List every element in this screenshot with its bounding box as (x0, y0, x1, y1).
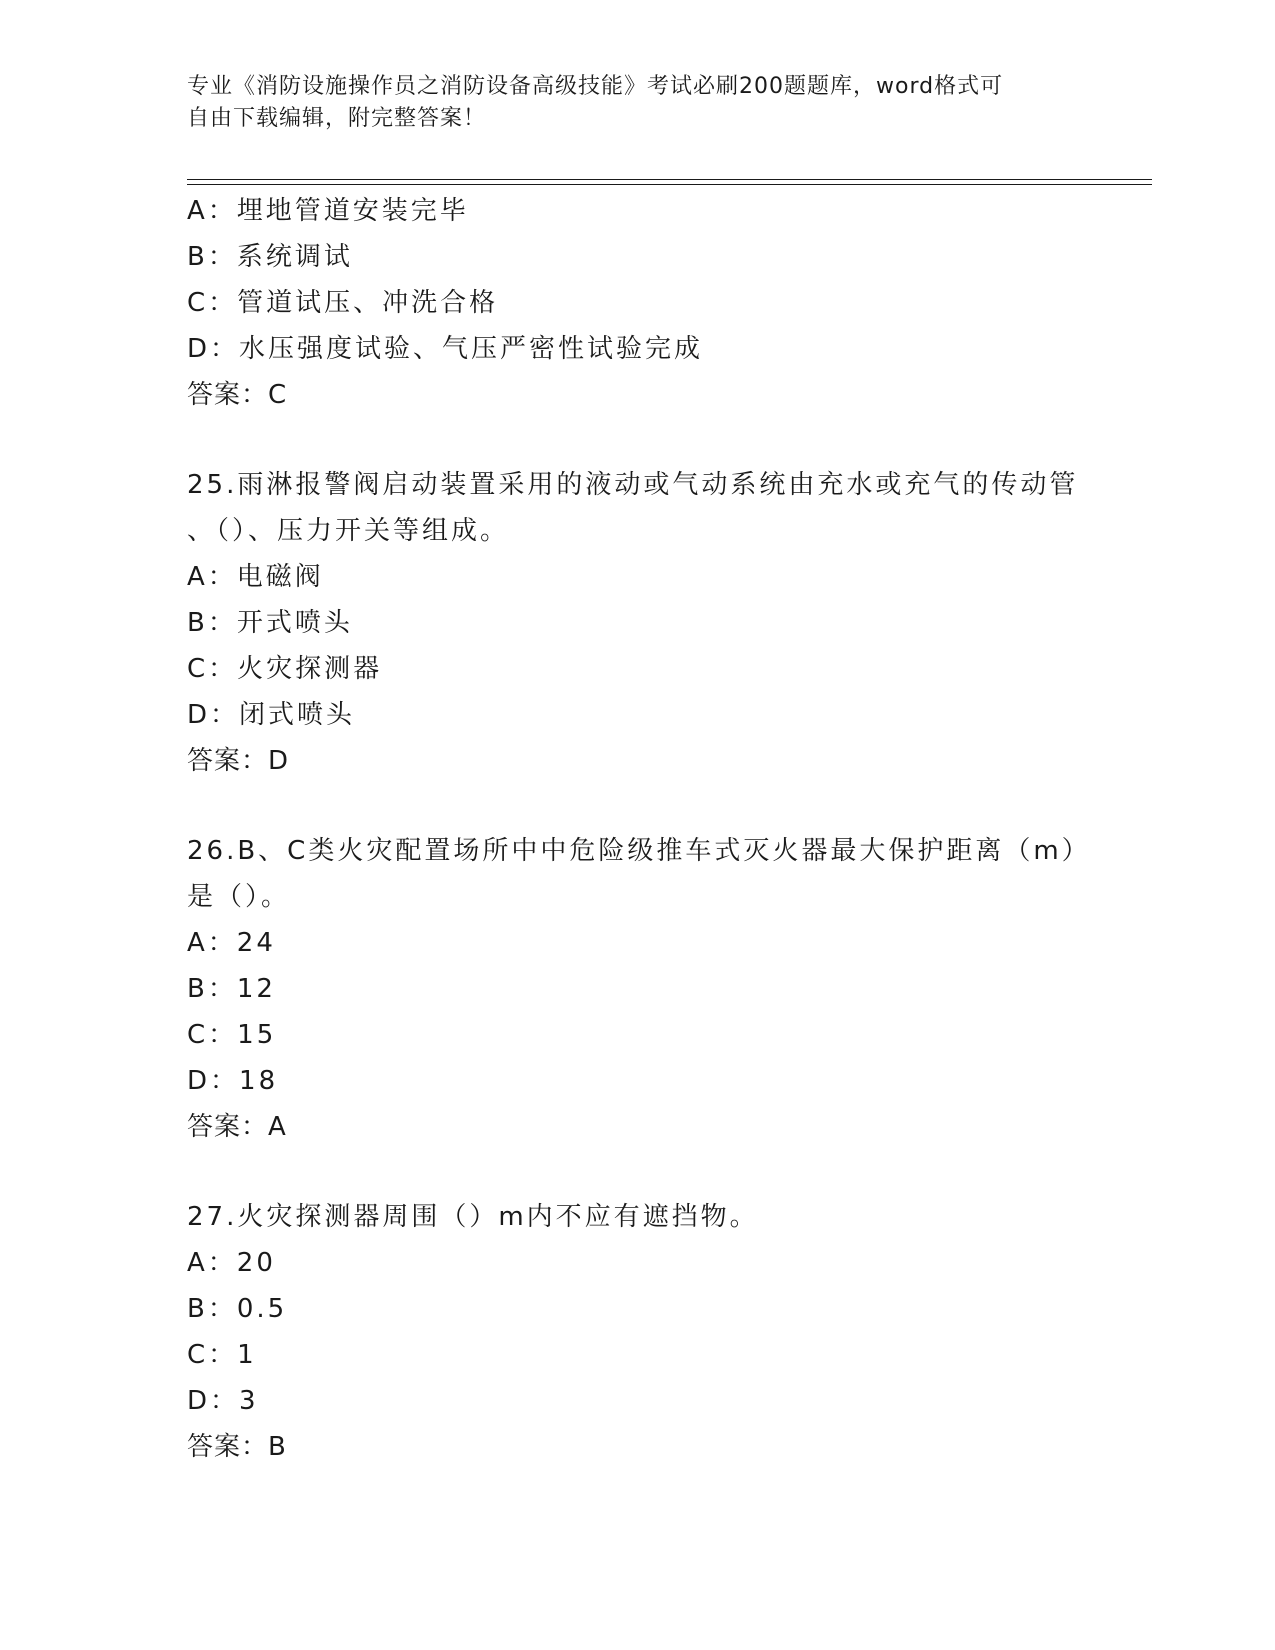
option-b: B：0.5 (187, 1294, 288, 1324)
option-a: A：20 (187, 1248, 276, 1278)
question-stem-line-1: 25.雨淋报警阀启动装置采用的液动或气动系统由充水或充气的传动管 (187, 470, 1079, 500)
question-24 (187, 188, 1147, 418)
option-c: C：火灾探测器 (187, 654, 383, 684)
option-b: B：系统调试 (187, 242, 353, 272)
option-a: A：24 (187, 928, 276, 958)
answer-label: 答案：A (187, 1112, 287, 1142)
answer-label: 答案：D (187, 746, 290, 776)
question-stem-line-2: 是（）。 (187, 882, 291, 912)
option-d: D：18 (187, 1066, 279, 1096)
option-c: C：管道试压、冲洗合格 (187, 288, 499, 318)
question-25 (187, 462, 1147, 784)
option-a: A：电磁阀 (187, 562, 324, 592)
question-26 (187, 828, 1147, 1150)
header-title-line-1: 专业《消防设施操作员之消防设备高级技能》考试必刷200题题库，word格式可 (187, 74, 1004, 99)
option-d: D：3 (187, 1386, 259, 1416)
question-stem-line-1: 27.火灾探测器周围（）m内不应有遮挡物。 (187, 1202, 759, 1232)
spacer (187, 784, 1147, 828)
option-c: C：15 (187, 1020, 277, 1050)
answer-label: 答案：B (187, 1432, 287, 1462)
spacer (187, 1150, 1147, 1194)
header-divider-bottom (187, 184, 1152, 185)
option-c: C：1 (187, 1340, 257, 1370)
question-list (187, 188, 1147, 1470)
option-d: D：水压强度试验、气压严密性试验完成 (187, 334, 704, 364)
question-stem-line-2: 、（）、压力开关等组成。 (187, 516, 510, 546)
header-divider-top (187, 179, 1152, 180)
option-b: B：12 (187, 974, 276, 1004)
option-a: A：埋地管道安装完毕 (187, 196, 469, 226)
option-b: B：开式喷头 (187, 608, 353, 638)
header-title-line-2: 自由下载编辑，附完整答案！ (187, 106, 487, 131)
answer-label: 答案：C (187, 380, 288, 410)
spacer (187, 418, 1147, 462)
question-stem-line-1: 26.B、C类火灾配置场所中中危险级推车式灭火器最大保护距离（m） (187, 836, 1091, 866)
document-header (187, 71, 1067, 135)
question-27 (187, 1194, 1147, 1470)
option-d: D：闭式喷头 (187, 700, 356, 730)
